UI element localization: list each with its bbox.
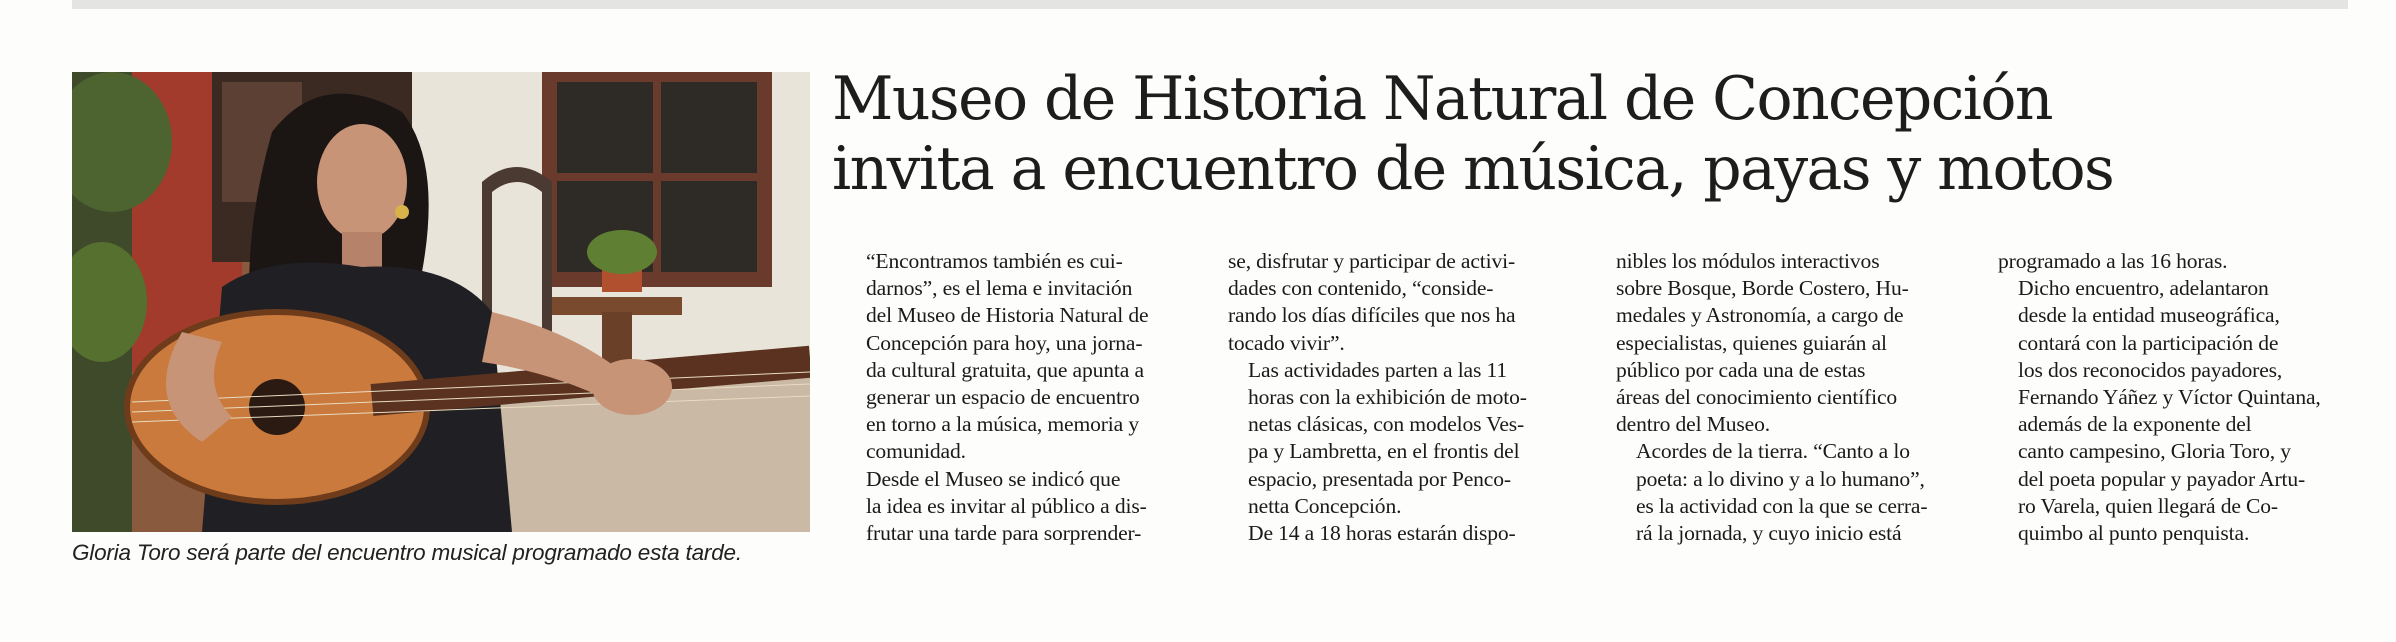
paragraph: [1228, 357, 1594, 520]
text-line: quimbo al punto penquista.: [2018, 521, 2250, 546]
text-line: ro Varela, quien llegará de Co-: [2018, 493, 2278, 518]
text-line: canto campesino, Gloria Toro, y: [2018, 439, 2291, 464]
text-line: pa y Lambretta, en el frontis del: [1248, 439, 1520, 464]
text-line: Dicho encuentro, adelantaron: [2018, 276, 2269, 301]
text-line: contará con la participación de: [2018, 330, 2279, 355]
text-line: especialistas, quienes guiarán al: [1616, 330, 1887, 355]
text-line: medales y Astronomía, a cargo de: [1616, 303, 1904, 328]
text-line: Acordes de la tierra. “Canto a lo: [1636, 439, 1910, 464]
photo-caption: Gloria Toro será parte del encuentro musical programado esta tarde.: [72, 540, 742, 565]
text-line: poeta: a lo divino y a lo humano”,: [1636, 466, 1925, 491]
text-line: del Museo de Historia Natural de: [866, 303, 1149, 328]
text-line: público por cada una de estas: [1616, 357, 1866, 382]
text-line: se, disfrutar y participar de activi-: [1228, 249, 1516, 273]
paragraph: [1998, 275, 2356, 547]
text-line: rá la jornada, y cuyo inicio está: [1636, 521, 1902, 546]
text-line: espacio, presentada por Penco-: [1248, 466, 1511, 491]
paragraph: [1616, 438, 1982, 547]
text-line: la idea es invitar al público a dis-: [866, 493, 1147, 518]
article-photo: [72, 72, 810, 532]
text-line: netta Concepción.: [1248, 493, 1402, 518]
text-line: es la actividad con la que se cerra-: [1636, 493, 1928, 518]
article-column-1: [846, 248, 1212, 547]
paragraph: [1228, 520, 1594, 547]
text-line: áreas del conocimiento científico: [1616, 385, 1898, 410]
paragraph: [846, 248, 1212, 466]
text-line: programado a las 16 horas.: [1998, 249, 2228, 273]
text-line: De 14 a 18 horas estarán dispo-: [1248, 521, 1516, 546]
text-line: del poeta popular y payador Artu-: [2018, 466, 2306, 491]
article-column-4: [1998, 248, 2356, 547]
text-line: nibles los módulos interactivos: [1616, 249, 1880, 273]
text-line: desde la entidad museográfica,: [2018, 303, 2280, 328]
text-line: en torno a la música, memoria y: [866, 412, 1139, 437]
text-line: sobre Bosque, Borde Costero, Hu-: [1616, 276, 1909, 301]
text-line: darnos”, es el lema e invitación: [866, 276, 1133, 301]
paragraph: [846, 466, 1212, 548]
text-line: netas clásicas, con modelos Ves-: [1248, 412, 1525, 437]
photo-guitarist-illustration: [72, 72, 810, 532]
text-line: tocado vivir”.: [1228, 330, 1345, 355]
top-divider: [72, 0, 2348, 9]
headline-line: Museo de Historia Natural de Concepción: [832, 64, 2052, 134]
text-line: da cultural gratuita, que apunta a: [866, 357, 1144, 382]
text-line: horas con la exhibición de moto-: [1248, 385, 1527, 410]
paragraph: [1998, 248, 2356, 275]
text-line: frutar una tarde para sorprender-: [866, 521, 1142, 546]
text-line: Desde el Museo se indicó que: [866, 466, 1121, 491]
text-line: rando los días difíciles que nos ha: [1228, 303, 1516, 328]
text-line: Fernando Yáñez y Víctor Quintana,: [2018, 385, 2321, 410]
text-line: dades con contenido, “conside-: [1228, 276, 1494, 301]
text-line: Concepción para hoy, una jorna-: [866, 330, 1143, 355]
text-line: dentro del Museo.: [1616, 412, 1770, 437]
text-line: los dos reconocidos payadores,: [2018, 357, 2283, 382]
headline-line: invita a encuentro de música, payas y motos: [832, 134, 2114, 204]
text-line: generar un espacio de encuentro: [866, 385, 1140, 410]
article-column-3: [1616, 248, 1982, 547]
headline: [832, 64, 2332, 204]
text-line: Las actividades parten a las 11: [1248, 357, 1507, 382]
text-line: además de la exponente del: [2018, 412, 2252, 437]
text-line: “Encontramos también es cui-: [866, 249, 1123, 273]
paragraph: [1616, 248, 1982, 438]
article-column-2: [1228, 248, 1594, 547]
paragraph: [1228, 248, 1594, 357]
text-line: comunidad.: [866, 439, 966, 464]
